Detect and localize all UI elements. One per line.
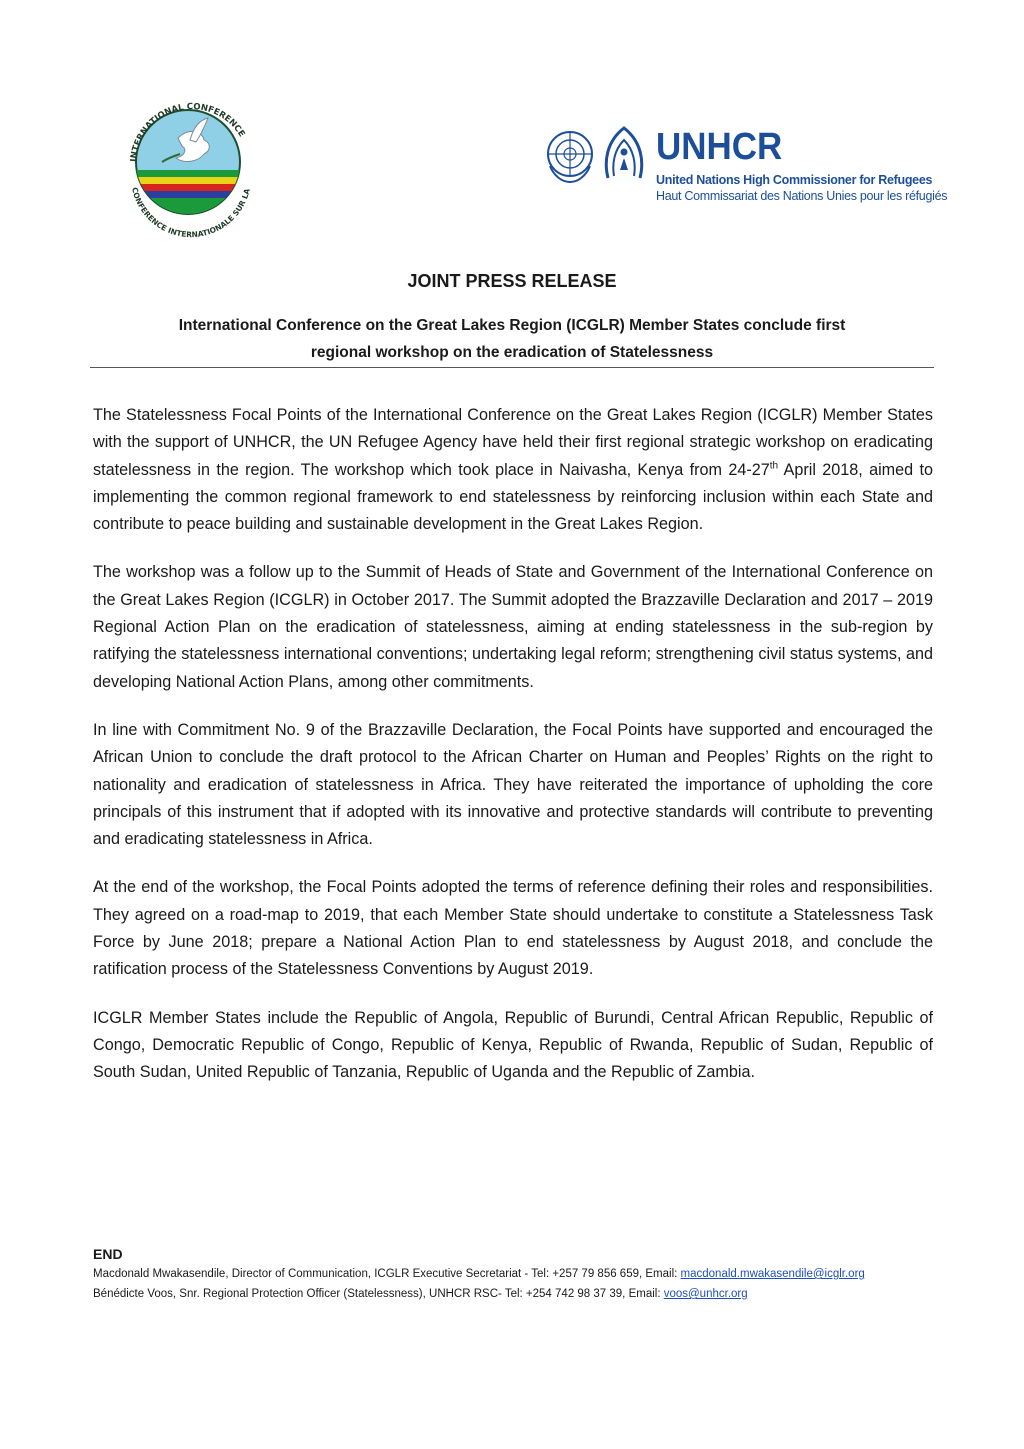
paragraph-4: At the end of the workshop, the Focal Points adopted the terms of reference defining their roles and responsibilities. They agreed on a road-map to 2019, that each Member State should undertake to constitute a Statelessness Task Force by June 2018; prepare a National Action Plan to end statelessness by August 2018, and conclude the ratification process of the Statelessness Conventions by August 2019. [93,878,933,979]
unhcr-english-name: United Nations High Commissioner for Refugees [656,173,933,187]
page-title: JOINT PRESS RELEASE [407,271,617,291]
paragraph-1-text-b: April 2018, aimed to implementing the common regional framework to end statelessness by reinforcing inclusion within each State and contribute to peace building and sustainable development in the Great Lakes Region. [93,460,933,534]
icglr-arc-top: INTERNATIONAL CONFERENCE [128,101,247,163]
unhcr-french-name: Haut Commissariat des Nations Unies pour les réfugiés [656,189,948,203]
unhcr-logo [546,122,948,212]
ordinal-suffix: th [769,460,779,472]
contact-icglr [93,1264,933,1284]
un-emblem-icon [546,122,656,186]
paragraph-1-text-a: The Statelessness Focal Points of the International Conference on the Great Lakes Region (ICGLR) Member States with the support of UNHCR, the UN Refugee Agency have held their first regional strategic workshop on eradicating statelessness in the region. The workshop which took place in Naivasha, Kenya from 24-27 [93,406,933,479]
contact-unhcr [93,1284,933,1304]
icglr-logo [118,70,258,240]
icglr-arc-bottom: CONFERENCE INTERNATIONALE SUR LA [129,186,252,240]
end-marker: END [93,1246,123,1262]
subtitle [110,312,914,366]
subtitle-line-2: regional workshop on the eradication of Statelessness [310,344,714,361]
paragraph-5: ICGLR Member States include the Republic of Angola, Republic of Burundi, Central African Republic, Republic of Congo, Democratic Republic of Congo, Republic of Kenya, Republic of Rwanda, Republic of Sudan, Republic of South Sudan, United Republic of Tanzania, Republic of Uganda and the Republic of Zambia. [93,1008,933,1082]
press-release-body [93,402,933,1108]
title-divider [90,367,934,368]
paragraph-1 [93,402,933,538]
paragraph-2: The workshop was a follow up to the Summit of Heads of State and Government of the International Conference on the Great Lakes Region (ICGLR) in October 2017. The Summit adopted the Brazzaville Declaration and 2017 – 2019 Regional Action Plan on the eradication of statelessness, aiming at ending statelessness in the sub-region by ratifying the statelessness international conventions; undertaking legal reform; strengthening civil status systems, and developing National Action Plans, among other commitments. [93,563,933,691]
footer-contacts [93,1244,933,1304]
unhcr-email-link[interactable]: voos@unhcr.org [663,1288,748,1300]
contact-icglr-text: Macdonald Mwakasendile, Director of Communication, ICGLR Executive Secretariat - Tel: +257 79 856 659, Email: [93,1268,681,1280]
paragraph-3: In line with Commitment No. 9 of the Brazzaville Declaration, the Focal Points have supported and encouraged the African Union to conclude the draft protocol to the African Charter on Human and Peoples’ Rights on the right to nationality and eradication of statelessness in Africa. They have reiterated the importance of upholding the core principals of this instrument that if adopted with its innovative and protective standards will contribute to preventing and eradicating statelessness in Africa. [93,720,933,849]
contact-unhcr-text: Bénédicte Voos, Snr. Regional Protection Officer (Statelessness), UNHCR RSC- Tel: +254 742 98 37 39, Email: [93,1288,664,1300]
unhcr-wordmark: UNHCR [656,126,783,168]
unhcr-hands-icon [606,128,641,178]
icglr-email-link[interactable]: macdonald.mwakasendile@icglr.org [680,1268,865,1280]
subtitle-line-1: International Conference on the Great Lakes Region (ICGLR) Member States conclude first [178,317,846,334]
